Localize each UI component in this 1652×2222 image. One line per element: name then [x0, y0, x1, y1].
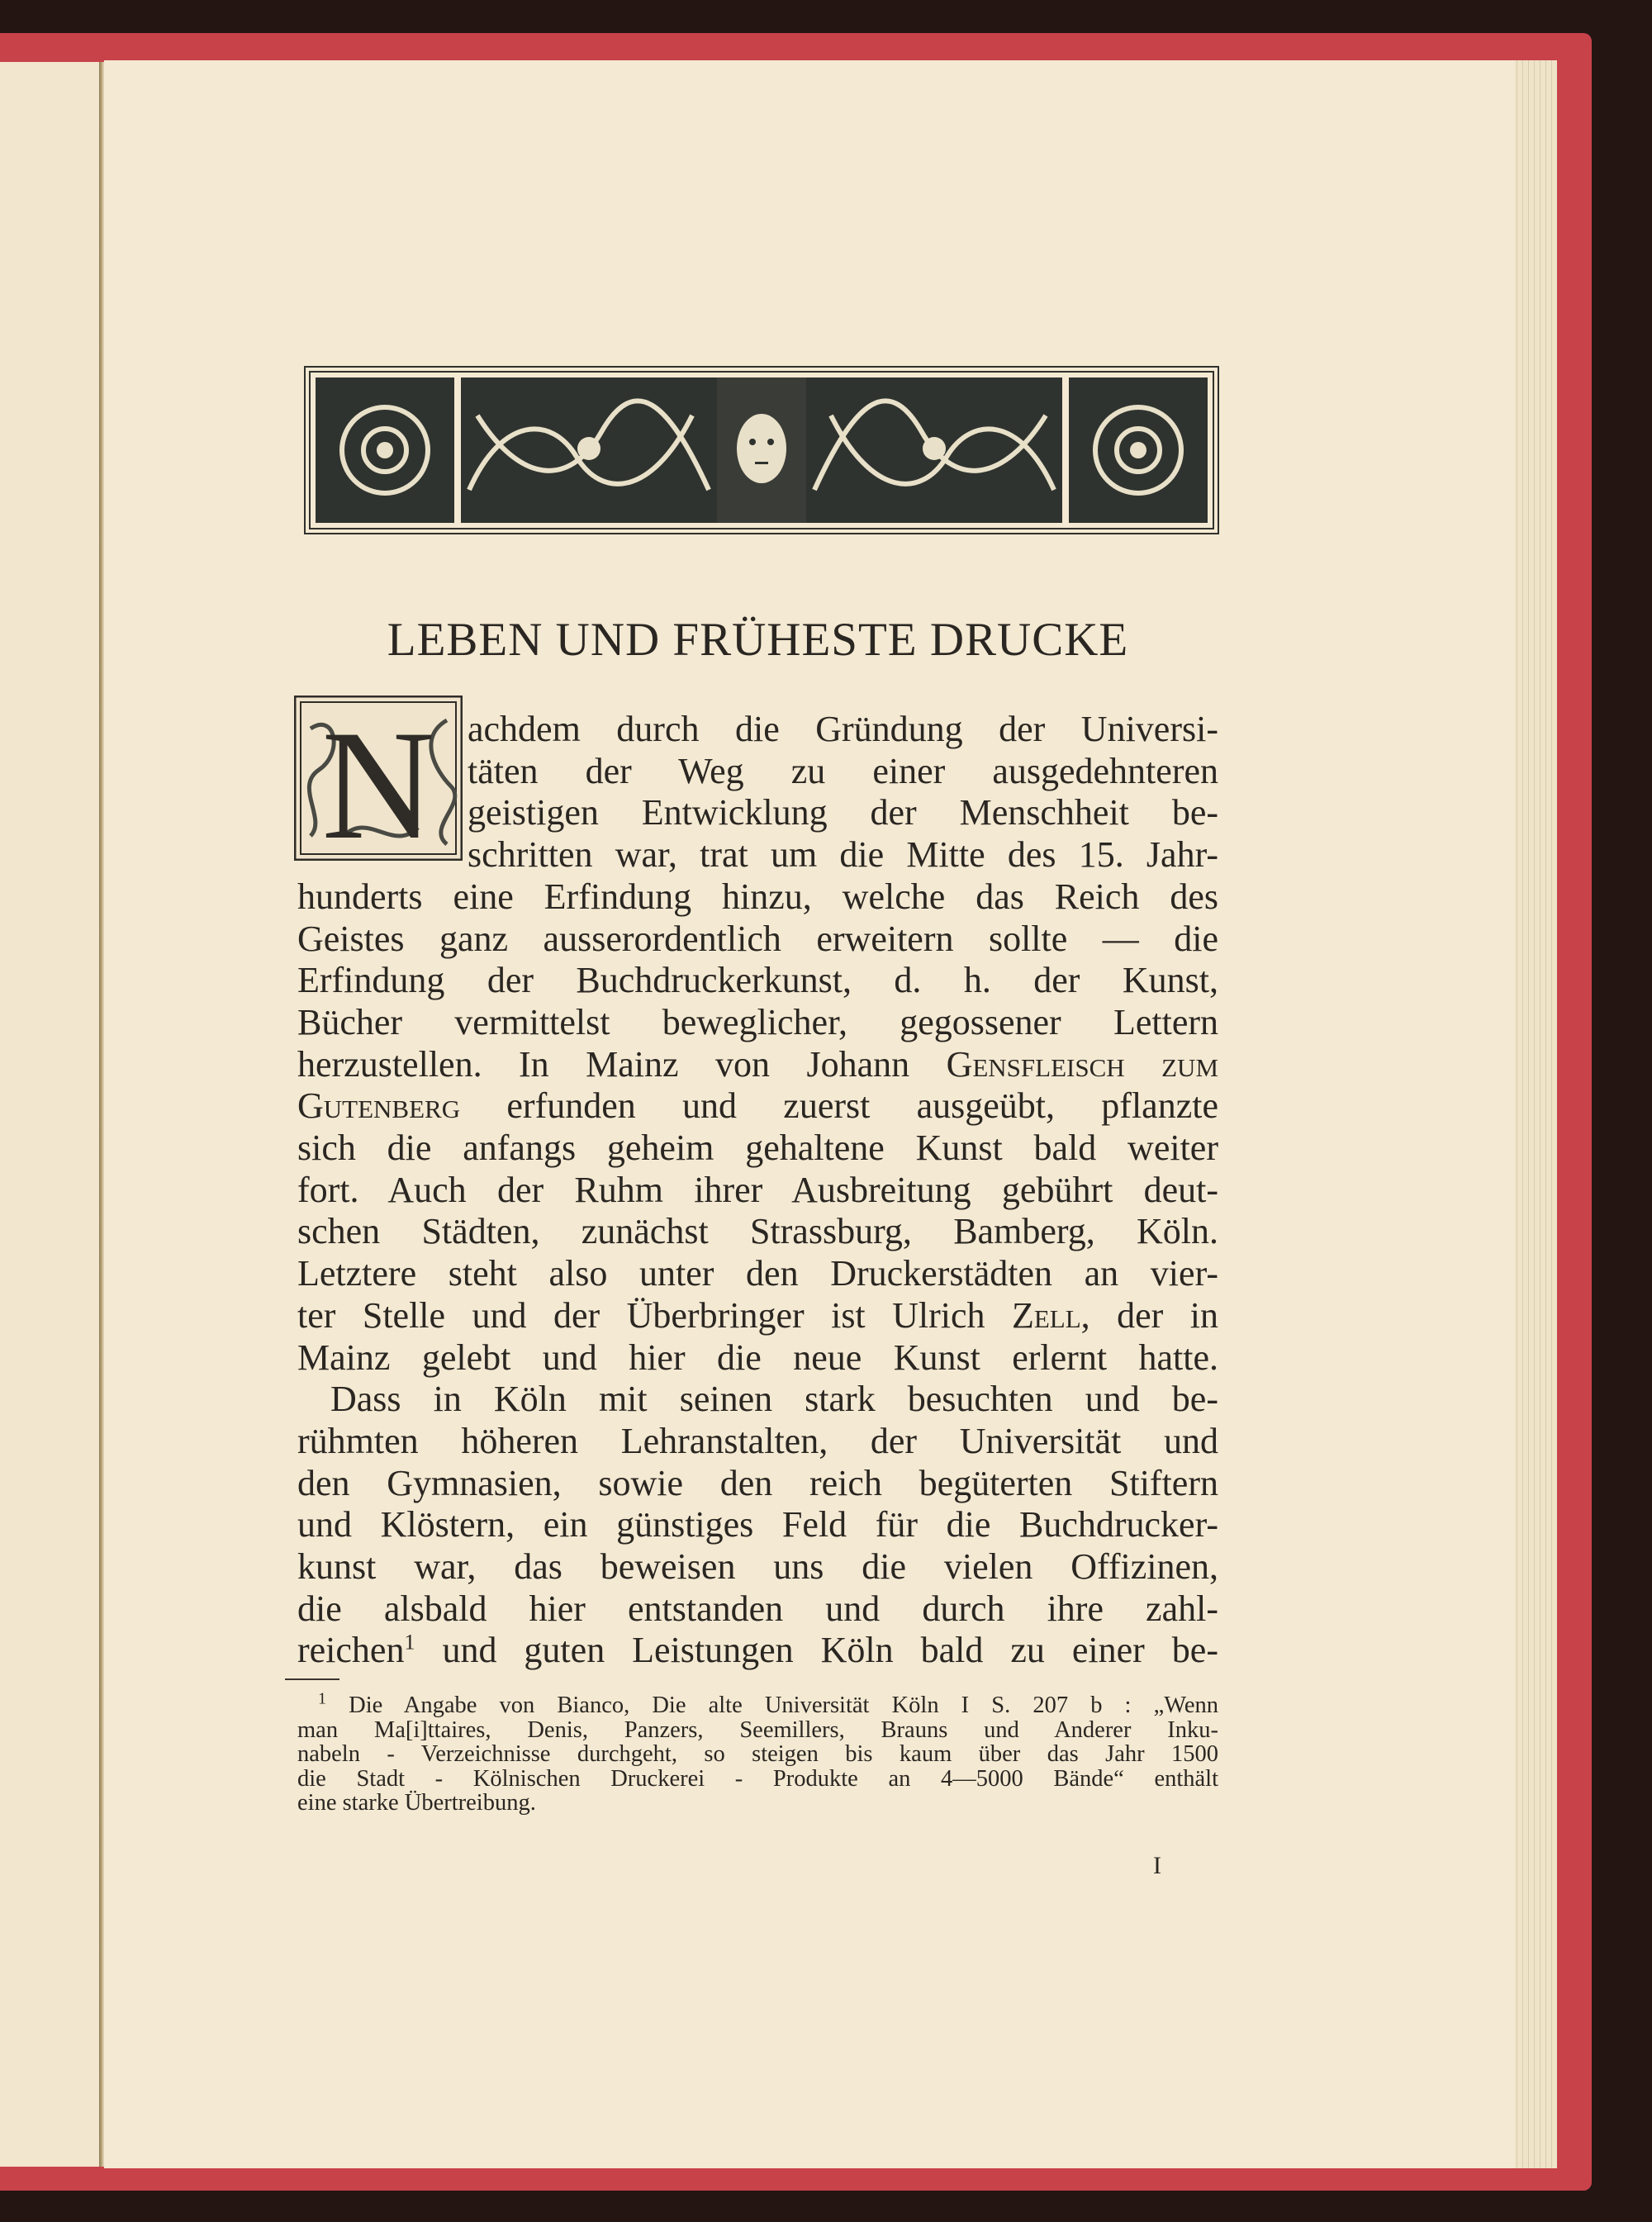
text-run: sich die anfangs geheim gehaltene Kunst bald weiter — [297, 1128, 1218, 1168]
text-run: Mainz gelebt und hier die neue Kunst erlernt hatte. — [297, 1337, 1218, 1378]
footnote-text: Die Angabe von Bianco, Die alte Universität Köln I S. 207 b : „Wenn — [349, 1693, 1218, 1718]
footnote-text: man Ma[i]ttaires, Denis, Panzers, Seemillers, Brauns und Anderer Inku- — [297, 1716, 1218, 1743]
footnote-text: eine starke Übertreibung. — [297, 1790, 536, 1816]
text-run: reichen — [297, 1630, 405, 1671]
text-run: täten der Weg zu einer ausgedehnteren — [468, 750, 1218, 791]
footnote-line — [297, 1767, 1218, 1792]
text-run: schritten war, trat um die Mitte des 15. Jahr- — [468, 834, 1218, 876]
text-run: und Klöstern, ein günstiges Feld für die Buchdrucker- — [297, 1504, 1218, 1545]
footnote-text: nabeln - Verzeichnisse durchgeht, so steigen bis kaum über das Jahr 1500 — [297, 1741, 1218, 1767]
text-run: hunderts eine Erfindung hinzu, welche das Reich des — [297, 876, 1218, 917]
body-line — [297, 1295, 1218, 1337]
text-run: schen Städten, zunächst Strassburg, Bamberg, Köln. — [297, 1211, 1218, 1252]
text-run: Geistes ganz ausserordentlich erweitern sollte — die — [297, 918, 1218, 959]
body-line — [297, 1002, 1218, 1043]
body-line — [468, 792, 1218, 833]
body-line — [297, 1463, 1218, 1504]
chapter-title: LEBEN UND FRÜHESTE DRUCKE — [387, 614, 1129, 666]
body-line — [468, 751, 1218, 792]
footnote-line — [297, 1742, 1218, 1767]
text-run: Bücher vermittelst beweglicher, gegossener Lettern — [297, 1001, 1218, 1042]
footnote-text: die Stadt - Kölnischen Druckerei - Produkte an 4—5000 Bände“ enthält — [297, 1765, 1218, 1792]
left-page — [0, 62, 101, 2167]
text-run: Letztere steht also unter den Druckerstädten an vier- — [297, 1253, 1218, 1294]
text-run: und guten Leistungen Köln bald zu einer be- — [415, 1630, 1218, 1671]
ornamental-headpiece — [304, 366, 1219, 534]
text-run: herzustellen. In Mainz von Johann — [297, 1043, 947, 1085]
text-run: fort. Auch der Ruhm ihrer Ausbreitung gebührt deut- — [297, 1169, 1218, 1210]
text-run: geistigen Entwicklung der Menschheit be- — [468, 792, 1218, 833]
body-line — [297, 1211, 1218, 1252]
body-line — [330, 1379, 1218, 1420]
small-caps-name: Zell — [1011, 1294, 1081, 1336]
footnote-marker: 1 — [318, 1689, 326, 1708]
text-run: rühmten höheren Lehranstalten, der Universität und — [297, 1420, 1218, 1461]
body-line — [297, 1253, 1218, 1294]
body-line — [297, 1085, 1218, 1127]
body-line — [297, 876, 1218, 918]
body-line — [297, 919, 1218, 960]
text-run: Dass in Köln mit seinen stark besuchten und be- — [330, 1379, 1218, 1420]
body-line — [297, 1546, 1218, 1588]
text-run: die alsbald hier entstanden und durch ihre zahl- — [297, 1588, 1218, 1629]
footnote-line — [297, 1718, 1218, 1743]
drop-cap-letter: N — [321, 699, 435, 861]
footnote-reference: 1 — [404, 1630, 415, 1655]
text-run: kunst war, das beweisen uns die vielen Offizinen, — [297, 1546, 1218, 1587]
text-run: achdem durch die Gründung der Universi- — [468, 709, 1218, 749]
page-number: I — [1153, 1852, 1161, 1879]
footnote-rule — [285, 1678, 339, 1680]
body-line — [468, 834, 1218, 876]
body-line — [297, 1128, 1218, 1169]
text-run: erfunden und zuerst ausgeübt, pflanzte — [460, 1085, 1218, 1127]
text-run: den Gymnasien, sowie den reich begüterten Stiftern — [297, 1462, 1218, 1503]
body-line — [297, 1337, 1218, 1379]
footnote-line — [318, 1689, 1218, 1718]
body-line — [297, 1504, 1218, 1545]
small-caps-name: Gensfleisch zum — [946, 1043, 1219, 1085]
text-run: ter Stelle und der Überbringer ist Ulrich — [297, 1294, 1012, 1336]
decorated-initial — [294, 696, 463, 861]
body-line — [297, 1170, 1218, 1211]
body-line — [297, 1630, 1218, 1671]
footnote-line — [297, 1791, 1218, 1816]
body-line — [297, 960, 1218, 1001]
text-run: Erfindung der Buchdruckerkunst, d. h. der Kunst, — [297, 960, 1218, 1001]
body-line — [297, 1421, 1218, 1462]
small-caps-name: Gutenberg — [297, 1085, 461, 1127]
body-line — [468, 709, 1218, 750]
page-edges — [1512, 60, 1557, 2168]
body-line — [297, 1588, 1218, 1630]
text-run: , der in — [1080, 1294, 1218, 1336]
body-line — [297, 1044, 1218, 1085]
